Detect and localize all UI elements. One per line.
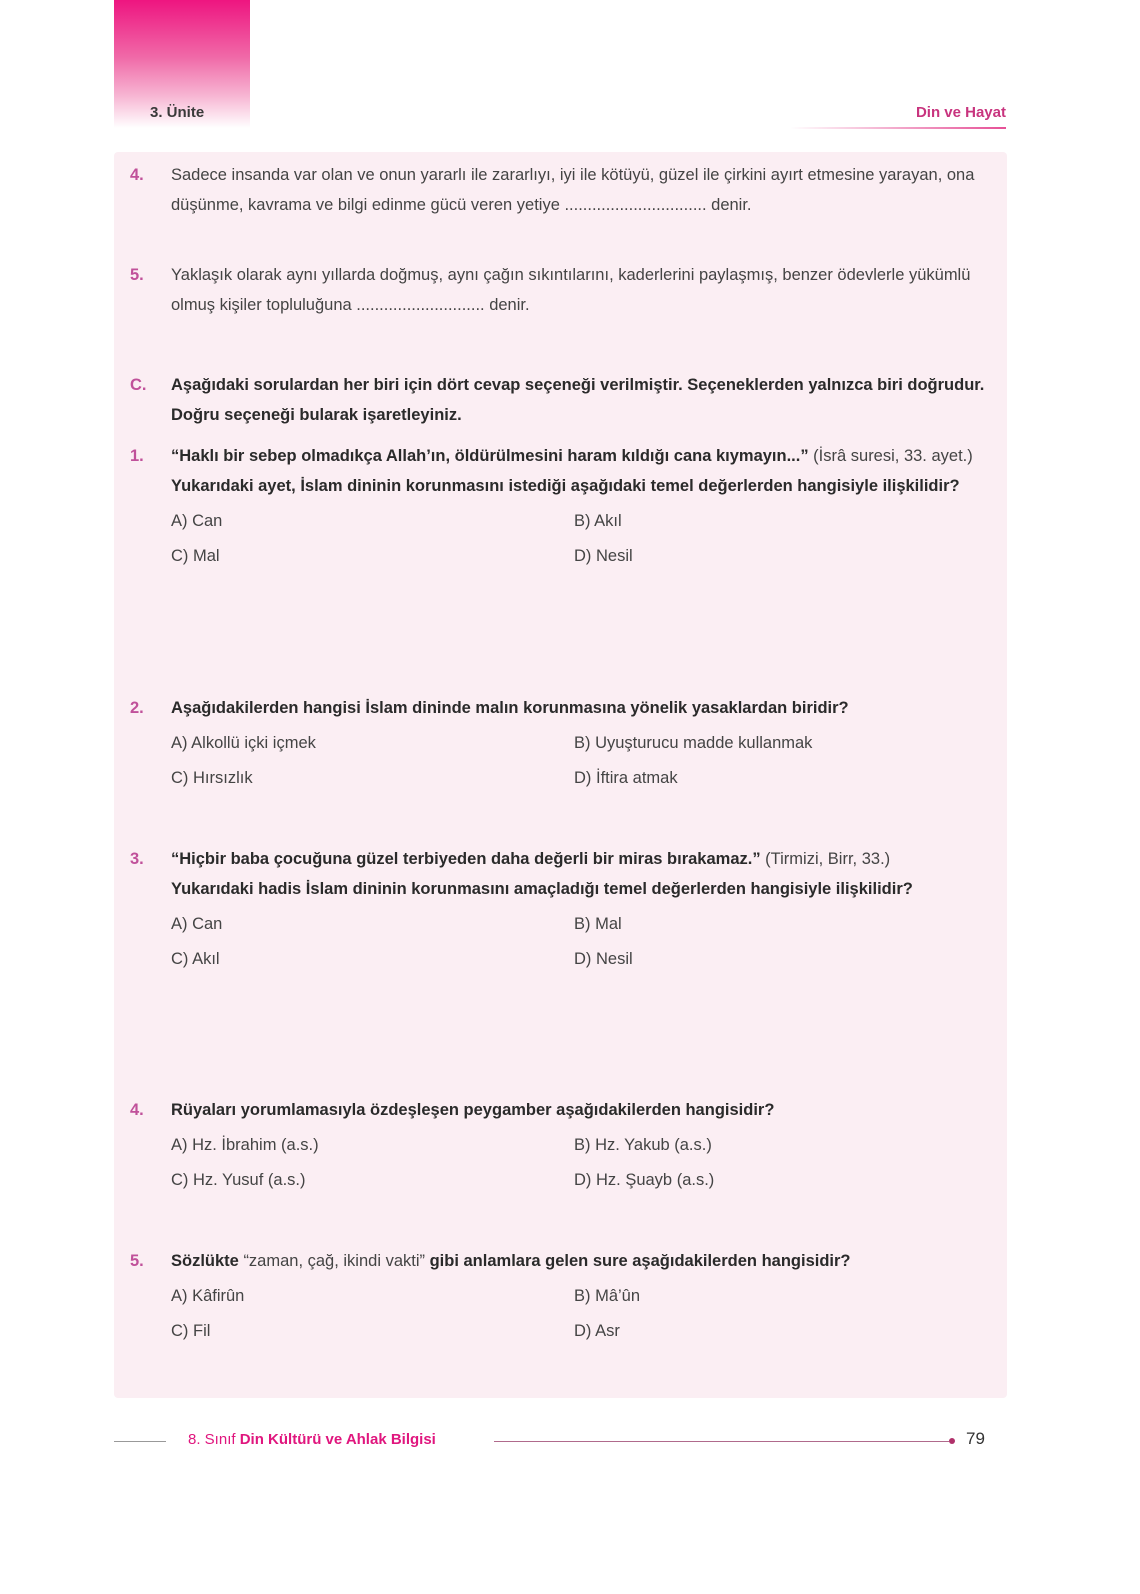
question-text: Sadece insanda var olan ve onun yararlı ile zararlıyı, iyi ile kötüyü, güzel ile çirkini ayırt etmesine yarayan, ona düşünme, kavrama ve bilgi edinme gücü veren yetiye ............................... denir. [171,166,975,214]
page-number: 79 [966,1429,985,1448]
option-a[interactable]: A) Can [171,512,223,530]
footer-divider-right [494,1441,949,1442]
footer-subject: Din Kültürü ve Ahlak Bilgisi [239,1431,436,1448]
header-divider [790,127,1006,129]
quote-source: (Tirmizi, Birr, 33.) [760,850,891,868]
section-title: Din ve Hayat [915,104,1006,121]
question-number: 1. [130,447,144,465]
question-number: 5. [130,1252,144,1270]
option-c[interactable]: C) Hz. Yusuf (a.s.) [171,1171,306,1189]
option-a[interactable]: A) Can [171,915,223,933]
option-b[interactable]: B) Mâ’ûn [574,1287,641,1305]
footer-divider-left [114,1441,166,1442]
question-number: 5. [130,266,144,284]
quote-text: “Haklı bir sebep olmadıkça Allah’ın, öldürülmesini haram kıldığı cana kıymayın...” [171,447,809,465]
option-b[interactable]: B) Hz. Yakub (a.s.) [574,1136,712,1154]
footer-book-title [188,1431,436,1448]
stem-part-2: gibi anlamlara gelen sure aşağıdakilerden hangisidir? [425,1252,851,1270]
section-c-instruction [130,370,990,430]
question-number: 4. [130,1101,144,1119]
footer-dot-icon [949,1438,955,1444]
question-number: 4. [130,166,144,184]
option-a[interactable]: A) Kâfirûn [171,1287,245,1305]
option-d[interactable]: D) Hz. Şuayb (a.s.) [574,1171,715,1189]
quote-source: (İsrâ suresi, 33. ayet.) [808,447,973,465]
question-number: 2. [130,699,144,717]
option-b[interactable]: B) Mal [574,915,622,933]
option-d[interactable]: D) İftira atmak [574,769,678,787]
option-b[interactable]: B) Uyuşturucu madde kullanmak [574,734,813,752]
option-c[interactable]: C) Akıl [171,950,220,968]
question-stem: Aşağıdakilerden hangisi İslam dininde malın korunmasına yönelik yasaklardan biridir? [171,699,849,717]
option-c[interactable]: C) Mal [171,547,220,565]
question-3 [130,844,990,974]
section-letter: C. [130,376,147,394]
question-1 [130,441,990,571]
unit-label: 3. Ünite [150,104,205,121]
quote-text: “Hiçbir baba çocuğuna güzel terbiyeden daha değerli bir miras bırakamaz.” [171,850,761,868]
option-d[interactable]: D) Nesil [574,547,633,565]
option-d[interactable]: D) Nesil [574,950,633,968]
option-c[interactable]: C) Fil [171,1322,211,1340]
option-a[interactable]: A) Hz. İbrahim (a.s.) [171,1136,319,1154]
question-4 [130,1095,990,1195]
fill-in-question-5 [130,260,990,320]
footer-grade: 8. Sınıf [188,1431,240,1448]
question-text: Yaklaşık olarak aynı yıllarda doğmuş, aynı çağın sıkıntılarını, kaderlerini paylaşmış, benzer ödevlerle yükümlü olmuş kişiler topluluğuna ............................ denir. [171,266,971,314]
question-number: 3. [130,850,144,868]
option-b[interactable]: B) Akıl [574,512,622,530]
question-2 [130,693,990,793]
option-a[interactable]: A) Alkollü içki içmek [171,734,316,752]
question-5 [130,1246,990,1346]
instruction-text: Aşağıdaki sorulardan her biri için dört cevap seçeneği verilmiştir. Seçeneklerden yalnızca biri doğrudur. Doğru seçeneği bularak işaretleyiniz. [171,376,985,424]
question-stem: Rüyaları yorumlamasıyla özdeşleşen peygamber aşağıdakilerden hangisidir? [171,1101,775,1119]
stem-part-1: Sözlükte [171,1252,244,1270]
option-d[interactable]: D) Asr [574,1322,620,1340]
stem-quoted-meaning: “zaman, çağ, ikindi vakti” [243,1252,426,1270]
fill-in-question-4 [130,160,990,220]
option-c[interactable]: C) Hırsızlık [171,769,253,787]
question-stem: Yukarıdaki ayet, İslam dininin korunmasını istediği aşağıdaki temel değerlerden hangisiyle ilişkilidir? [171,477,960,495]
question-stem: Yukarıdaki hadis İslam dininin korunmasını amaçladığı temel değerlerden hangisiyle ilişkilidir? [171,880,913,898]
